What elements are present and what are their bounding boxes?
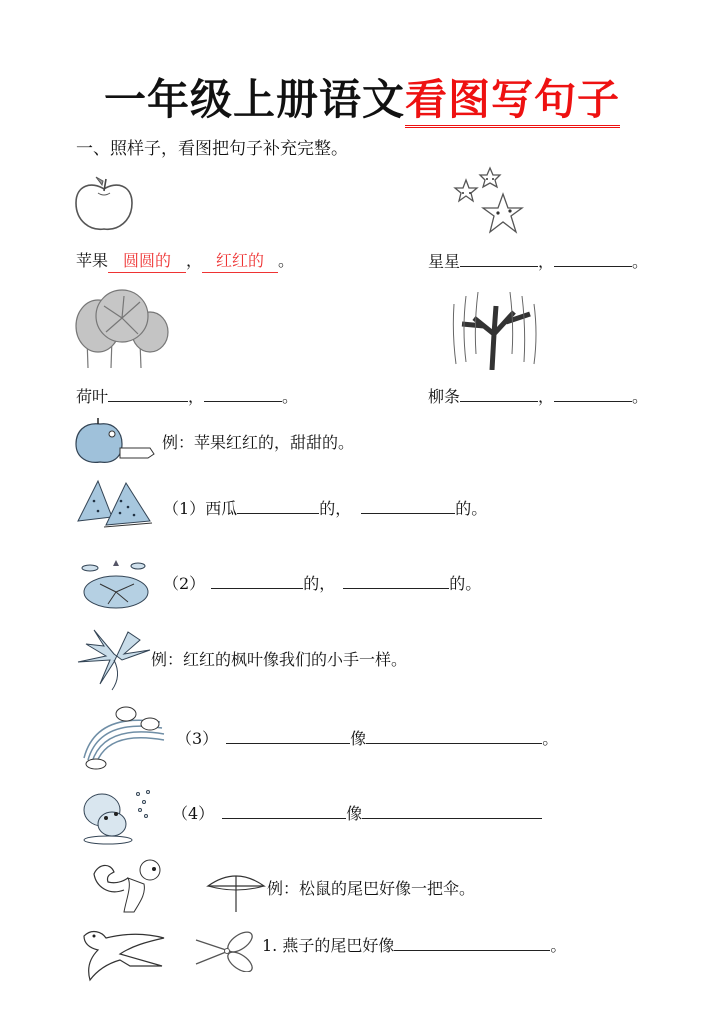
apple-answer-2[interactable]: 红红的 — [202, 250, 278, 273]
elephant-icon — [78, 780, 158, 846]
scissors-icon — [194, 930, 260, 972]
q3-blank-1[interactable] — [226, 727, 350, 744]
period: 。 — [278, 251, 295, 270]
willow-subject: 柳条 — [428, 387, 461, 406]
comma: ， — [188, 387, 205, 406]
rainbow-icon — [80, 704, 172, 770]
lotus-subject: 荷叶 — [76, 387, 109, 406]
like-word: 像 — [350, 729, 367, 748]
willow-blank-2[interactable] — [554, 385, 632, 402]
umbrella-icon — [206, 872, 266, 914]
example-1: 例：苹果红红的，甜甜的。 — [162, 433, 355, 452]
period: 。 — [632, 252, 649, 271]
question-number: （4） — [172, 804, 215, 823]
q2-blank-1[interactable] — [211, 572, 303, 589]
comma: ， — [538, 252, 555, 271]
willow-tree-icon — [444, 284, 544, 370]
willow-sentence — [428, 385, 648, 408]
lotus-blank-2[interactable] — [204, 385, 282, 402]
lotus-sentence — [76, 385, 298, 408]
apple-subject: 苹果 — [76, 251, 109, 270]
question-subject: 西瓜 — [205, 499, 238, 518]
question-number: （3） — [176, 729, 219, 748]
suffix: 的， — [319, 499, 352, 518]
period: 。 — [550, 936, 567, 955]
like-word: 像 — [346, 804, 363, 823]
squirrel-icon — [88, 856, 170, 918]
question-text: 燕子的尾巴好像 — [282, 936, 395, 955]
q4-blank-1[interactable] — [222, 802, 346, 819]
stars-icon — [448, 166, 530, 240]
stars-subject: 星星 — [428, 252, 461, 271]
maple-leaf-icon — [76, 626, 152, 692]
example-2: 例：红红的枫叶像我们的小手一样。 — [151, 650, 408, 669]
watermelon-icon — [76, 477, 158, 529]
suffix: 的， — [303, 574, 336, 593]
suffix: 的。 — [449, 574, 482, 593]
stars-blank-2[interactable] — [554, 250, 632, 267]
lotus-pond-icon — [78, 556, 154, 610]
apple-sentence — [76, 250, 294, 273]
lotus-blank-1[interactable] — [108, 385, 188, 402]
q4-blank-2[interactable] — [362, 802, 542, 819]
q1-blank-2[interactable] — [361, 497, 455, 514]
apple-answer-1[interactable]: 圆圆的 — [108, 250, 186, 273]
q3-blank-2[interactable] — [366, 727, 542, 744]
title-red: 看图写句子 — [405, 75, 620, 128]
question-1 — [163, 497, 487, 520]
comma: ， — [538, 387, 555, 406]
period: 。 — [542, 729, 559, 748]
page-title — [0, 72, 724, 128]
question-number: （2） — [163, 574, 206, 593]
q2-blank-2[interactable] — [343, 572, 449, 589]
suffix: 的。 — [455, 499, 488, 518]
question-4 — [172, 802, 542, 825]
apple-worm-icon — [74, 418, 162, 466]
question-3 — [176, 727, 558, 750]
stars-sentence — [428, 250, 648, 273]
title-black: 一年级上册语文 — [103, 75, 405, 124]
q1-blank-1[interactable] — [237, 497, 319, 514]
question-2 — [163, 572, 481, 595]
apple-outline-icon — [72, 175, 136, 235]
question-number: 1. — [262, 936, 278, 955]
q5-blank[interactable] — [394, 934, 550, 951]
comma: ， — [186, 251, 203, 270]
question-5 — [262, 934, 566, 957]
period: 。 — [632, 387, 649, 406]
willow-blank-1[interactable] — [460, 385, 538, 402]
stars-blank-1[interactable] — [460, 250, 538, 267]
swallow-icon — [76, 926, 168, 982]
question-number: （1） — [163, 499, 206, 518]
example-3: 例：松鼠的尾巴好像一把伞。 — [267, 879, 476, 898]
period: 。 — [282, 387, 299, 406]
section-heading: 一、照样子，看图把句子补充完整。 — [76, 139, 348, 159]
lotus-leaves-icon — [74, 288, 174, 368]
